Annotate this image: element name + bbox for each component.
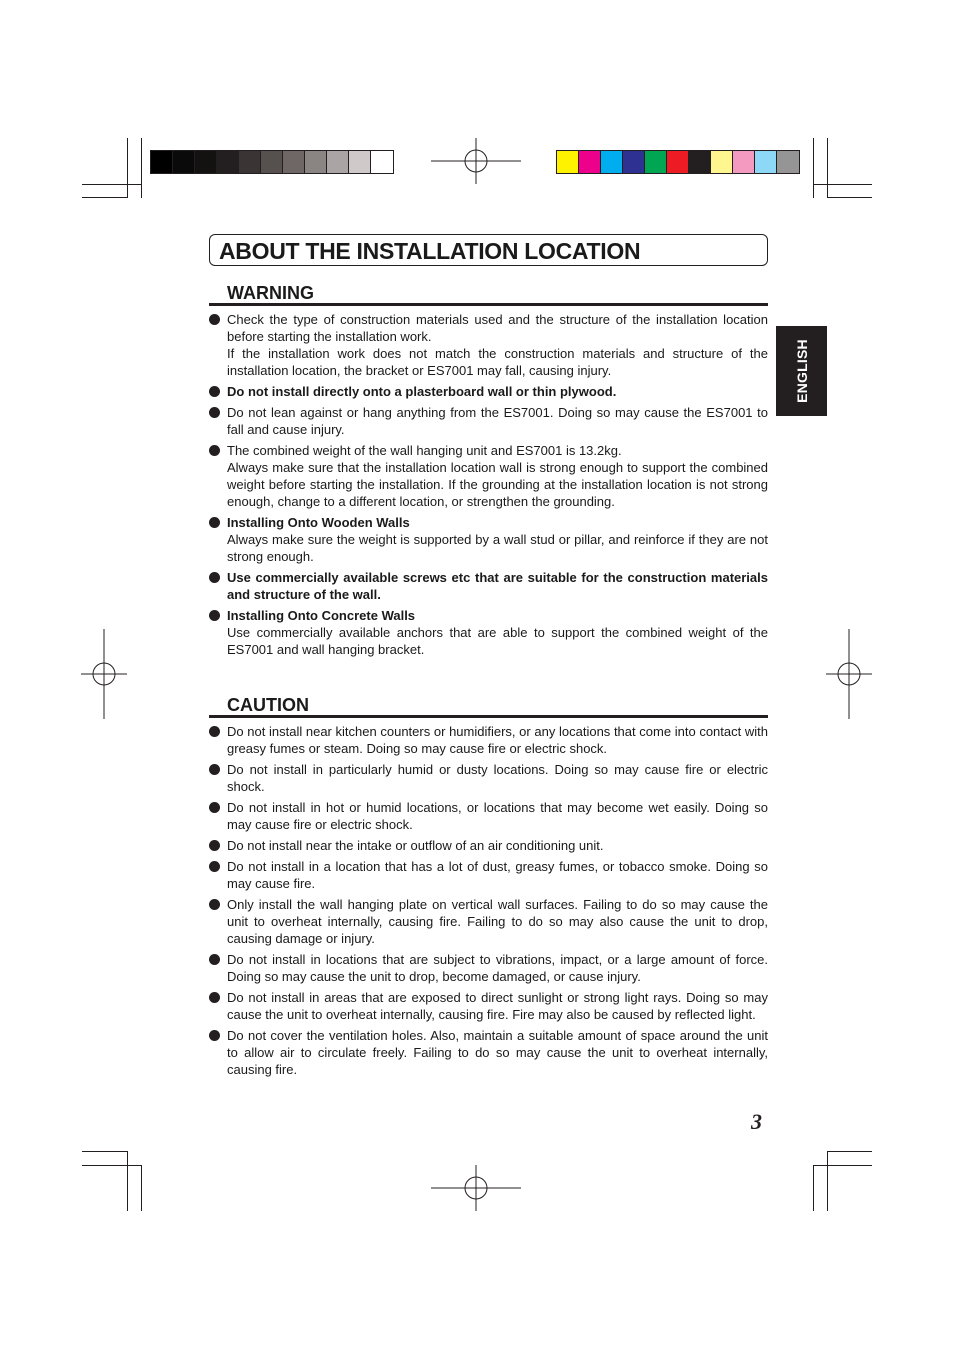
bullet-icon xyxy=(209,386,220,397)
color-swatch xyxy=(239,151,261,173)
color-swatch xyxy=(217,151,239,173)
crop-mark xyxy=(127,138,128,198)
warning-item xyxy=(209,404,768,438)
color-swatch xyxy=(623,151,645,173)
color-swatch xyxy=(579,151,601,173)
warning-item xyxy=(209,514,768,565)
warning-item-text: Do not install directly onto a plasterboard wall or thin plywood. xyxy=(227,384,617,399)
warning-item-text: Use commercially available anchors that are able to support the combined weight of the ES7001 and wall hanging bracket. xyxy=(227,625,768,657)
caution-rule xyxy=(209,715,768,718)
color-swatch xyxy=(689,151,711,173)
bullet-icon xyxy=(209,314,220,325)
caution-heading: CAUTION xyxy=(227,695,309,715)
color-swatch xyxy=(777,151,799,173)
warning-item xyxy=(209,569,768,603)
caution-item-text: Do not install in hot or humid locations, or locations that may become wet easily. Doing so may cause fire or electric shock. xyxy=(227,800,768,832)
registration-mark-icon xyxy=(804,629,894,719)
warning-item xyxy=(209,383,768,400)
registration-mark-icon xyxy=(431,1143,521,1233)
bullet-icon xyxy=(209,764,220,775)
crop-mark xyxy=(82,184,141,185)
warning-item xyxy=(209,442,768,510)
caution-item xyxy=(209,858,768,892)
crop-mark xyxy=(127,1151,128,1211)
warning-item-text: The combined weight of the wall hanging unit and ES7001 is 13.2kg. xyxy=(227,443,622,458)
registration-mark-icon xyxy=(431,116,521,206)
crop-mark xyxy=(82,1165,141,1166)
bullet-icon xyxy=(209,899,220,910)
title-box xyxy=(209,234,768,266)
caution-list xyxy=(209,723,768,1082)
caution-item-text: Do not install near the intake or outflow of an air conditioning unit. xyxy=(227,838,604,853)
warning-rule xyxy=(209,303,768,306)
warning-item-heading: Installing Onto Wooden Walls xyxy=(227,515,410,530)
color-swatch xyxy=(711,151,733,173)
language-tab xyxy=(776,326,827,416)
crop-mark xyxy=(813,184,872,185)
grayscale-calibration-bar xyxy=(150,150,394,174)
warning-item xyxy=(209,607,768,658)
caution-item-text: Only install the wall hanging plate on vertical wall surfaces. Failing to do so may cause the unit to overheat internally, causing fire. Failing to do so may also cause the unit to drop, causing damage or injury. xyxy=(227,897,768,946)
caution-item xyxy=(209,799,768,833)
bullet-icon xyxy=(209,992,220,1003)
crop-mark xyxy=(813,1165,814,1211)
caution-item xyxy=(209,723,768,757)
color-swatch xyxy=(557,151,579,173)
color-swatch xyxy=(305,151,327,173)
crop-mark xyxy=(827,1151,828,1211)
color-swatch xyxy=(261,151,283,173)
registration-mark-icon xyxy=(59,629,149,719)
warning-item-text: Check the type of construction materials used and the structure of the installation location before starting the installation work. xyxy=(227,312,768,344)
caution-item-text: Do not install in areas that are exposed to direct sunlight or strong light rays. Doing so may cause the unit to overheat internally, causing fire. Fire may also be caused by reflected light. xyxy=(227,990,768,1022)
color-swatch xyxy=(371,151,393,173)
color-swatch xyxy=(283,151,305,173)
warning-item-text: Always make sure that the installation location wall is strong enough to support the combined weight before starting the installation. If the grounding at the installation location is not strong enough, change to a different location, or strengthen the grounding. xyxy=(227,460,768,509)
bullet-icon xyxy=(209,861,220,872)
bullet-icon xyxy=(209,572,220,583)
caution-item xyxy=(209,951,768,985)
color-swatch xyxy=(755,151,777,173)
crop-mark xyxy=(141,1165,142,1211)
crop-mark xyxy=(813,138,814,198)
bullet-icon xyxy=(209,1030,220,1041)
warning-item-heading: Installing Onto Concrete Walls xyxy=(227,608,416,623)
warning-item-text: Do not lean against or hang anything from the ES7001. Doing so may cause the ES7001 to fall and cause injury. xyxy=(227,405,768,437)
page-title: ABOUT THE INSTALLATION LOCATION xyxy=(219,238,641,264)
caution-item-text: Do not install near kitchen counters or humidifiers, or any locations that come into contact with greasy fumes or steam. Doing so may cause fire or electric shock. xyxy=(227,724,768,756)
warning-item-text: If the installation work does not match the construction materials and structure of the installation location, the bracket or ES7001 may fall, causing injury. xyxy=(227,346,768,378)
crop-mark xyxy=(82,197,128,198)
caution-item xyxy=(209,1027,768,1078)
bullet-icon xyxy=(209,840,220,851)
color-calibration-bar xyxy=(556,150,800,174)
crop-mark xyxy=(141,138,142,198)
color-swatch xyxy=(667,151,689,173)
crop-mark xyxy=(813,1165,872,1166)
caution-item-text: Do not cover the ventilation holes. Also, maintain a suitable amount of space around the unit to allow air to circulate freely. Failing to do so may cause the unit to overheat internally, causing fire. xyxy=(227,1028,768,1077)
crop-mark xyxy=(827,1151,872,1152)
caution-item xyxy=(209,837,768,854)
color-swatch xyxy=(327,151,349,173)
page-number: 3 xyxy=(751,1109,762,1134)
bullet-icon xyxy=(209,802,220,813)
bullet-icon xyxy=(209,407,220,418)
crop-mark xyxy=(82,1151,128,1152)
bullet-icon xyxy=(209,517,220,528)
caution-item xyxy=(209,896,768,947)
caution-item-text: Do not install in a location that has a lot of dust, greasy fumes, or tobacco smoke. Doing so may cause fire. xyxy=(227,859,768,891)
color-swatch xyxy=(151,151,173,173)
caution-item xyxy=(209,761,768,795)
warning-heading: WARNING xyxy=(227,283,314,303)
bullet-icon xyxy=(209,954,220,965)
color-swatch xyxy=(173,151,195,173)
bullet-icon xyxy=(209,610,220,621)
color-swatch xyxy=(645,151,667,173)
crop-mark xyxy=(827,197,872,198)
language-tab-label: ENGLISH xyxy=(793,339,810,403)
caution-item-text: Do not install in locations that are subject to vibrations, impact, or a large amount of force. Doing so may cause the unit to drop, become damaged, or cause injury. xyxy=(227,952,768,984)
color-swatch xyxy=(195,151,217,173)
warning-item-text: Use commercially available screws etc that are suitable for the construction materials and structure of the wall. xyxy=(227,570,768,602)
color-swatch xyxy=(733,151,755,173)
bullet-icon xyxy=(209,726,220,737)
caution-item-text: Do not install in particularly humid or dusty locations. Doing so may cause fire or electric shock. xyxy=(227,762,768,794)
color-swatch xyxy=(601,151,623,173)
warning-item-text: Always make sure the weight is supported by a wall stud or pillar, and reinforce if they are not strong enough. xyxy=(227,532,768,564)
color-swatch xyxy=(349,151,371,173)
caution-item xyxy=(209,989,768,1023)
bullet-icon xyxy=(209,445,220,456)
warning-list xyxy=(209,311,768,662)
warning-item xyxy=(209,311,768,379)
crop-mark xyxy=(827,138,828,198)
